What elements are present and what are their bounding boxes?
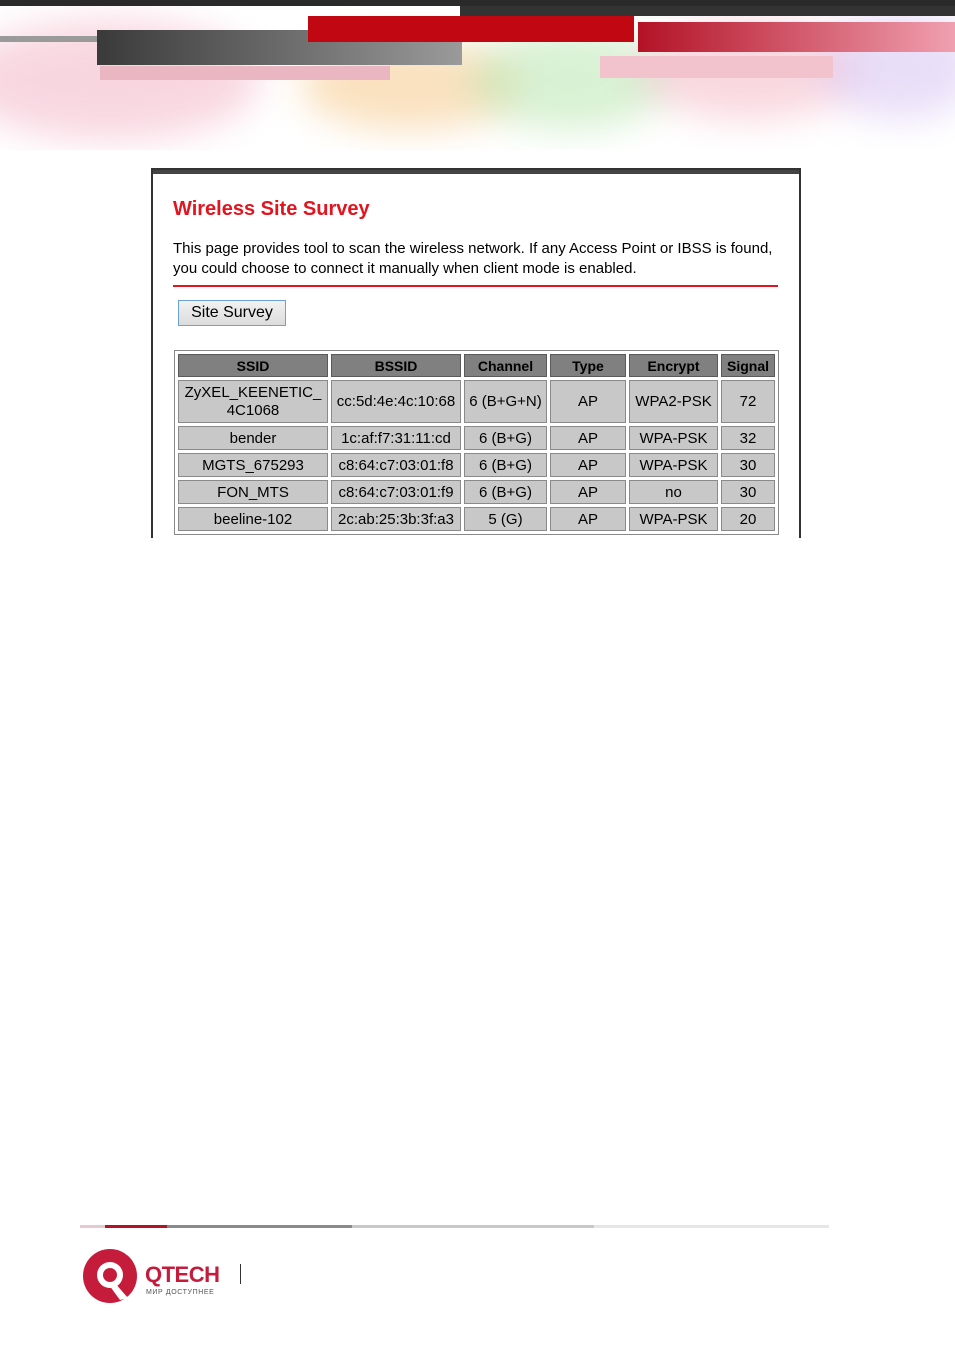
cell-signal: 72 [721,380,775,423]
survey-table [174,350,779,535]
column-header-ssid: SSID [178,354,328,377]
cell-ssid: bender [178,426,328,450]
cell-ssid [178,380,328,423]
brand-name: QTECH [145,1262,220,1287]
page-title: Wireless Site Survey [173,198,370,220]
header-banner [0,0,955,150]
cell-channel: 6 (B+G+N) [464,380,547,423]
cell-ssid: beeline-102 [178,507,328,531]
cell-signal: 32 [721,426,775,450]
table-header-row [178,354,775,377]
panel-top-border [153,170,799,174]
cell-signal: 30 [721,480,775,504]
ssid-line: ZyXEL_KEENETIC_ [184,383,322,401]
table-row [178,480,775,504]
cell-signal: 30 [721,453,775,477]
cell-encrypt: WPA2-PSK [629,380,718,423]
page-description: This page provides tool to scan the wireless network. If any Access Point or IBSS is found, you could choose to connect it manually when client mode is enabled. [173,240,773,277]
cell-encrypt: WPA-PSK [629,453,718,477]
footer-line-faint [594,1225,829,1228]
table-row [178,507,775,531]
column-header-bssid: BSSID [331,354,461,377]
cell-type: AP [550,480,626,504]
cell-type: AP [550,426,626,450]
site-survey-panel [151,168,801,538]
column-header-type: Type [550,354,626,377]
cell-bssid: cc:5d:4e:4c:10:68 [331,380,461,423]
column-header-channel: Channel [464,354,547,377]
cell-channel: 5 (G) [464,507,547,531]
cell-type: AP [550,453,626,477]
brand-tagline: МИР ДОСТУПНЕЕ [146,1289,215,1296]
footer-line-left [80,1225,105,1228]
cell-encrypt: WPA-PSK [629,426,718,450]
cell-ssid: MGTS_675293 [178,453,328,477]
cell-channel: 6 (B+G) [464,426,547,450]
cell-bssid: 2c:ab:25:3b:3f:a3 [331,507,461,531]
cell-channel: 6 (B+G) [464,453,547,477]
footer-line-gray [167,1225,352,1228]
cell-signal: 20 [721,507,775,531]
footer-line-red [105,1225,167,1228]
cell-encrypt: no [629,480,718,504]
table-row [178,426,775,450]
site-survey-button[interactable]: Site Survey [178,300,286,326]
footer-divider [240,1264,241,1284]
cell-type: AP [550,380,626,423]
cell-bssid: c8:64:c7:03:01:f8 [331,453,461,477]
cell-bssid: 1c:af:f7:31:11:cd [331,426,461,450]
table-row [178,453,775,477]
column-header-encrypt: Encrypt [629,354,718,377]
ssid-line: 4C1068 [226,401,280,419]
cell-bssid: c8:64:c7:03:01:f9 [331,480,461,504]
title-divider [173,285,778,287]
cell-channel: 6 (B+G) [464,480,547,504]
cell-ssid: FON_MTS [178,480,328,504]
cell-encrypt: WPA-PSK [629,507,718,531]
cell-type: AP [550,507,626,531]
table-row [178,380,775,423]
column-header-signal: Signal [721,354,775,377]
qtech-logo-icon [82,1248,138,1304]
footer-line-light [352,1225,594,1228]
